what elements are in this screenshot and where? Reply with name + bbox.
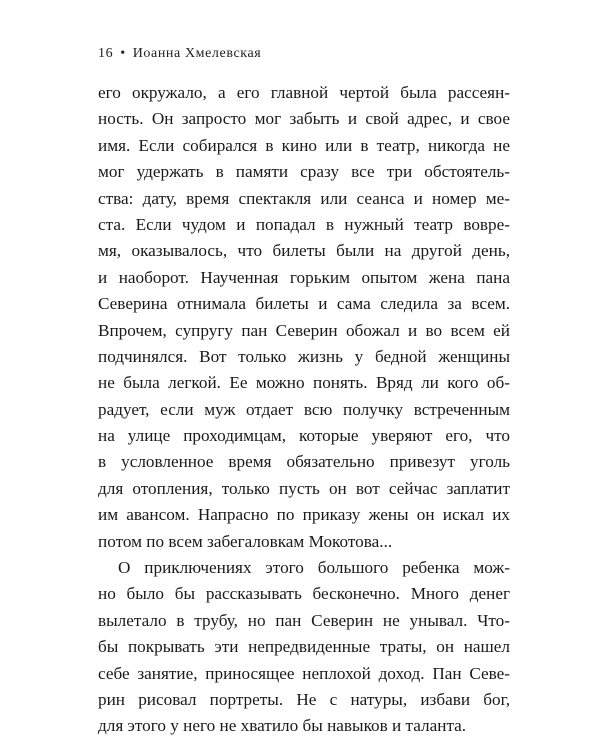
text-line: на улице проходимцам, которые уверяют его, что [98, 426, 510, 446]
text-line: подчинялся. Вот только жизнь у бедной женщины [98, 346, 510, 366]
text-line: и наоборот. Наученная горьким опытом жена пана [98, 267, 510, 287]
text-line: в условленное время обязательно привезут уголь [98, 452, 510, 472]
author-name: Иоанна Хмелевская [132, 46, 262, 61]
text-line: ность. Он запросто мог забыть и свой адрес, и свое [98, 109, 510, 129]
text-line: Северина отнимала билеты и сама следила за всем. [98, 294, 510, 314]
text-line: имя. Если собирался в кино или в театр, никогда не [98, 135, 510, 155]
paragraph-1 [98, 80, 510, 555]
text-line: для отопления, только пусть он вот сейчас заплатит [98, 478, 510, 498]
text-line: его окружало, а его главной чертой была рассеян- [98, 83, 510, 102]
text-line: вылетало в трубу, но пан Северин не унывал. Что- [98, 610, 510, 630]
text-line: мя, оказывалось, что билеты были на другой день, [98, 241, 510, 261]
text-line: мог удержать в памяти сразу все три обстоятель- [98, 162, 510, 182]
text-line: Впрочем, супругу пан Северин обожал и во всем ей [98, 320, 510, 340]
text-line: им авансом. Напрасно по приказу жены он искал их [98, 505, 510, 525]
text-line: радует, если муж отдает всю получку встреченным [98, 399, 510, 419]
running-head [98, 46, 261, 62]
text-line: рин рисовал портреты. Не с натуры, избави бог, [98, 689, 510, 709]
text-line: себе занятие, приносящее неплохой доход. Пан Севе- [98, 663, 510, 683]
text-line: ства: дату, время спектакля или сеанса и номер ме- [98, 188, 510, 208]
text-line: потом по всем забегаловкам Мокотова... [98, 531, 393, 551]
text-line: О приключениях этого большого ребенка мож- [118, 558, 510, 578]
paragraph-2 [98, 555, 510, 740]
text-line: не была легкой. Ее можно понять. Вряд ли кого об- [98, 373, 510, 393]
text-line: но было бы рассказывать бесконечно. Много денег [98, 584, 510, 604]
text-line: ста. Если чудом и попадал в нужный театр вовре- [98, 214, 510, 234]
page-number: 16 [98, 46, 114, 61]
text-line: для этого у него не хватило бы навыков и таланта. [98, 716, 467, 736]
header-separator: • [120, 46, 126, 61]
body-text [98, 80, 510, 740]
text-line: бы покрывать эти непредвиденные траты, он нашел [98, 637, 510, 657]
